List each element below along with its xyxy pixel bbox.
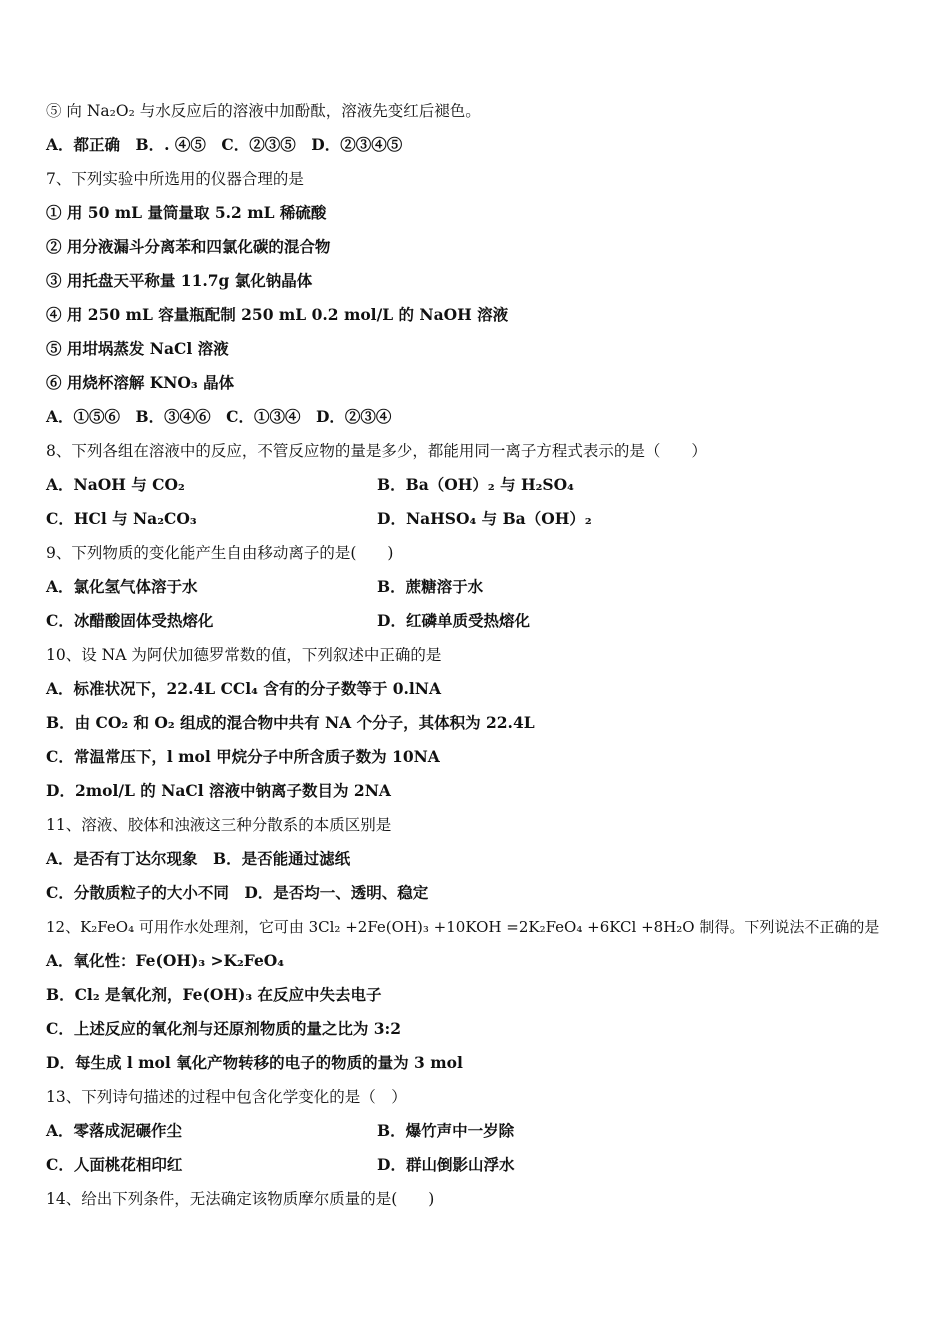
q12-option-b: B．Cl₂ 是氧化剂，Fe(OH)₃ 在反应中失去电子 bbox=[46, 985, 382, 1004]
question-10: 10、设 NA 为阿伏加德罗常数的值，下列叙述中正确的是 bbox=[46, 646, 442, 664]
q13-option-c: C．人面桃花相印红 bbox=[46, 1155, 183, 1174]
q8-options-row-1 bbox=[46, 471, 926, 505]
q7-item-3: ③ 用托盘天平称量 11.7g 氯化钠晶体 bbox=[46, 271, 313, 290]
q13-options-row-1 bbox=[46, 1117, 926, 1151]
q12-option-c: C．上述反应的氧化剂与还原剂物质的量之比为 3:2 bbox=[46, 1019, 402, 1038]
q9-option-a: A．氯化氢气体溶于水 bbox=[46, 577, 198, 596]
q7-answer-options: A．①⑤⑥ B．③④⑥ C．①③④ D．②③④ bbox=[46, 407, 392, 426]
q8-options-row-2 bbox=[46, 505, 926, 539]
question-13: 13、下列诗句描述的过程中包含化学变化的是（ ） bbox=[46, 1088, 407, 1106]
q10-option-a: A．标准状况下，22.4L CCl₄ 含有的分子数等于 0.lNA bbox=[46, 679, 441, 698]
question-12: 12、K₂FeO₄ 可用作水处理剂，它可由 3Cl₂ +2Fe(OH)₃ +10KOH =2K₂FeO₄ +6KCl +8H₂O 制得。下列说法不正确的是 bbox=[46, 918, 880, 936]
question-8: 8、下列各组在溶液中的反应，不管反应物的量是多少，都能用同一离子方程式表示的是（ ） bbox=[46, 442, 707, 460]
question-7: 7、下列实验中所选用的仪器合理的是 bbox=[46, 170, 304, 188]
q9-options-row-2 bbox=[46, 607, 926, 641]
q10-option-d: D．2mol/L 的 NaCl 溶液中钠离子数目为 2NA bbox=[46, 781, 391, 800]
q13-option-d: D．群山倒影山浮水 bbox=[377, 1155, 515, 1174]
q13-options-row-2 bbox=[46, 1151, 926, 1185]
statement-5: ⑤ 向 Na₂O₂ 与水反应后的溶液中加酚酞，溶液先变红后褪色。 bbox=[46, 102, 481, 120]
q10-option-b: B．由 CO₂ 和 O₂ 组成的混合物中共有 NA 个分子，其体积为 22.4L bbox=[46, 713, 535, 732]
q9-options-row-1 bbox=[46, 573, 926, 607]
q9-option-b: B．蔗糖溶于水 bbox=[377, 577, 484, 596]
question-9: 9、下列物质的变化能产生自由移动离子的是( ) bbox=[46, 544, 394, 562]
q10-option-c: C．常温常压下，l mol 甲烷分子中所含质子数为 10NA bbox=[46, 747, 440, 766]
q8-option-c: C．HCl 与 Na₂CO₃ bbox=[46, 509, 197, 528]
question-14: 14、给出下列条件，无法确定该物质摩尔质量的是( ) bbox=[46, 1190, 435, 1208]
q7-item-5: ⑤ 用坩埚蒸发 NaCl 溶液 bbox=[46, 339, 229, 358]
document-page bbox=[46, 97, 926, 1219]
q13-option-b: B．爆竹声中一岁除 bbox=[377, 1121, 515, 1140]
q8-option-d: D．NaHSO₄ 与 Ba（OH）₂ bbox=[377, 509, 592, 528]
q9-option-c: C．冰醋酸固体受热熔化 bbox=[46, 611, 214, 630]
q6-answer-options: A．都正确 B．. ④⑤ C．②③⑤ D．②③④⑤ bbox=[46, 135, 403, 154]
q8-option-b: B．Ba（OH）₂ 与 H₂SO₄ bbox=[377, 475, 574, 494]
q7-item-2: ② 用分液漏斗分离苯和四氯化碳的混合物 bbox=[46, 237, 331, 256]
q12-option-d: D．每生成 l mol 氧化产物转移的电子的物质的量为 3 mol bbox=[46, 1053, 463, 1072]
question-11: 11、溶液、胶体和浊液这三种分散系的本质区别是 bbox=[46, 816, 392, 834]
q11-options-ab: A．是否有丁达尔现象 B．是否能通过滤纸 bbox=[46, 849, 351, 868]
q13-option-a: A．零落成泥碾作尘 bbox=[46, 1121, 183, 1140]
q11-options-cd: C．分散质粒子的大小不同 D．是否均一、透明、稳定 bbox=[46, 883, 429, 902]
q9-option-d: D．红磷单质受热熔化 bbox=[377, 611, 530, 630]
q8-option-a: A．NaOH 与 CO₂ bbox=[46, 475, 185, 494]
q7-item-4: ④ 用 250 mL 容量瓶配制 250 mL 0.2 mol/L 的 NaOH 溶液 bbox=[46, 305, 509, 324]
q7-item-6: ⑥ 用烧杯溶解 KNO₃ 晶体 bbox=[46, 373, 235, 392]
q7-item-1: ① 用 50 mL 量筒量取 5.2 mL 稀硫酸 bbox=[46, 203, 327, 222]
q12-option-a: A．氧化性：Fe(OH)₃ >K₂FeO₄ bbox=[46, 951, 285, 970]
